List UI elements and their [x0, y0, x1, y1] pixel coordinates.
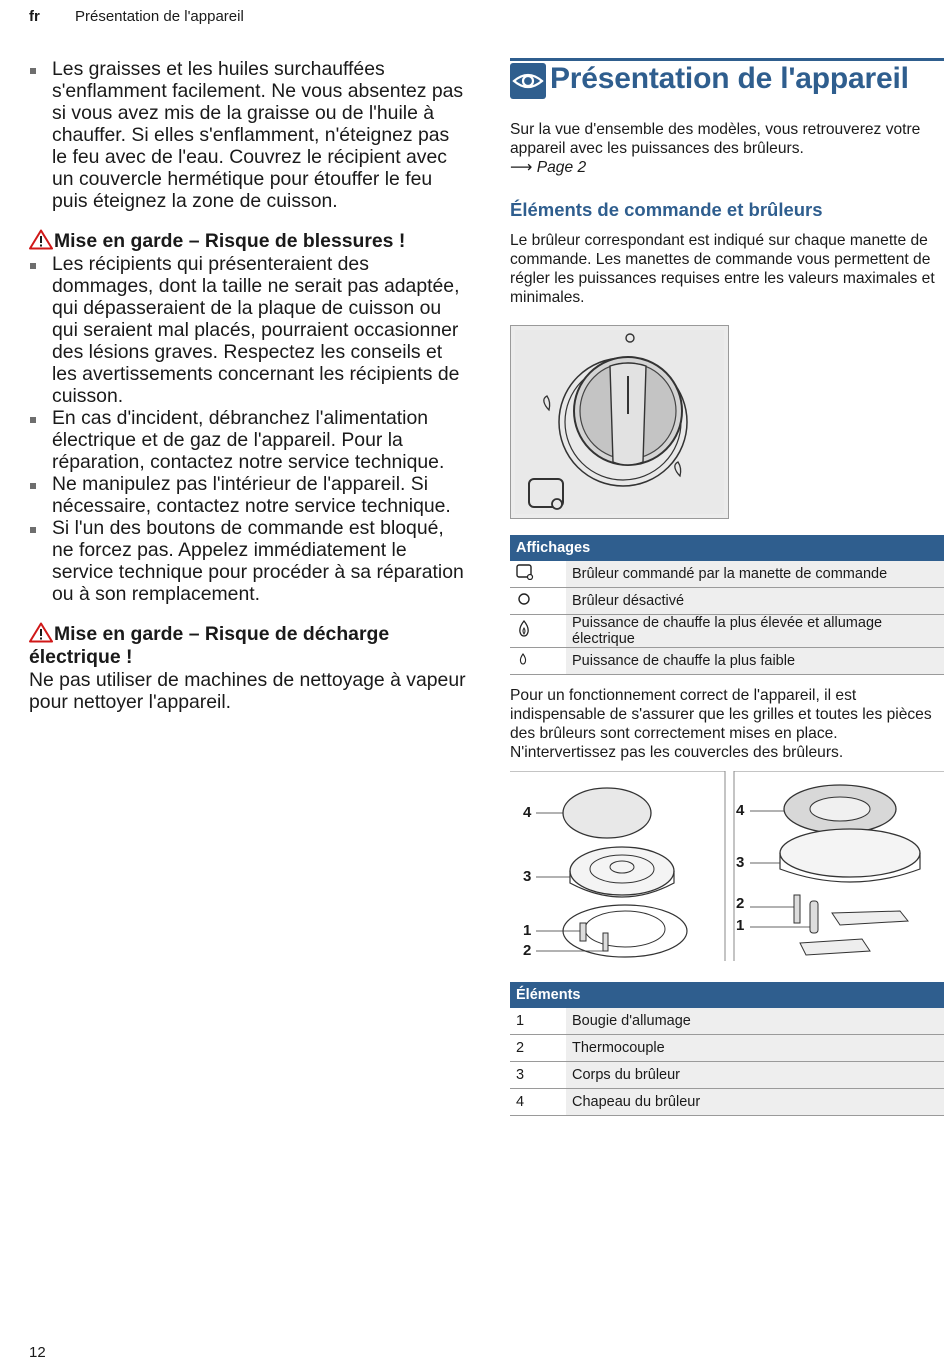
warning-heading-electric: [29, 622, 469, 669]
left-column: [29, 58, 469, 713]
table-row: [510, 588, 944, 615]
large-flame-icon: [510, 615, 566, 648]
running-header-title: Présentation de l'appareil: [75, 8, 244, 25]
warning-text: Ne pas utiliser de machines de nettoyage à vapeur pour nettoyer l'appareil.: [29, 669, 466, 713]
part-label: 3: [523, 868, 532, 885]
table-cell: Puissance de chauffe la plus faible: [566, 648, 944, 675]
table-cell: 1: [510, 1008, 566, 1035]
language-code: fr: [29, 8, 40, 25]
page-reference-link[interactable]: Page 2: [536, 159, 587, 176]
list-item: [29, 473, 469, 517]
part-label: 4: [523, 804, 532, 821]
table-cell: Corps du brûleur: [566, 1062, 944, 1089]
right-column: [510, 58, 944, 307]
bullet-square-icon: [30, 483, 36, 489]
burner-placement-paragraph: Pour un fonctionnement correct de l'appareil, il est indispensable de s'assurer que les grilles et toutes les pièces des brûleurs sont correctement mises en place. N'intervertissez pas les couvercles des brûleurs.: [510, 687, 932, 761]
list-item: [29, 253, 469, 407]
elements-table: [510, 982, 944, 1116]
list-item: [29, 517, 469, 605]
display-symbols-table: [510, 535, 944, 675]
table-cell: Bougie d'allumage: [566, 1008, 944, 1035]
warning-heading-injury: [29, 229, 469, 253]
table-cell: Brûleur désactivé: [566, 588, 944, 615]
table-cell: Chapeau du brûleur: [566, 1089, 944, 1116]
small-flame-icon: [510, 648, 566, 675]
control-knob-illustration: [510, 325, 729, 519]
list-item: [29, 58, 469, 212]
part-label: 2: [736, 895, 745, 912]
table-row: [510, 561, 944, 588]
warning-title: Mise en garde – Risque de blessures !: [54, 230, 406, 252]
eye-icon: [510, 63, 546, 99]
table-row: [510, 1008, 944, 1035]
table-cell: 2: [510, 1035, 566, 1062]
list-item-text: Si l'un des boutons de commande est bloqué, ne forcez pas. Appelez immédiatement le service technique pour procéder à sa réparation ou à son remplacement.: [52, 517, 464, 605]
table-cell: Thermocouple: [566, 1035, 944, 1062]
list-item-text: Les récipients qui présenteraient des dommages, dont la taille ne serait pas adaptée, qui dépasseraient de la plaque de cuisson ou qui seraient mal placés, pourraient occasionner des lésions graves. Respectez les conseils et les avertissements concernant les récipients de cuisson.: [52, 253, 460, 407]
table-row: [510, 1035, 944, 1062]
heading-rule: [510, 58, 944, 61]
arrow-right-icon: ⟶: [510, 159, 533, 176]
bullet-square-icon: [30, 263, 36, 269]
part-label: 1: [736, 917, 745, 934]
table-cell: 3: [510, 1062, 566, 1089]
off-circle-icon: [510, 588, 566, 615]
warning-triangle-icon: [29, 622, 53, 643]
table-row: [510, 615, 944, 648]
section-heading: [510, 58, 944, 106]
table-cell: Puissance de chauffe la plus élevée et allumage électrique: [566, 615, 944, 648]
bullet-square-icon: [30, 527, 36, 533]
list-item-text: En cas d'incident, débranchez l'alimentation électrique et de gaz de l'appareil. Pour la réparation, contactez notre service technique.: [52, 407, 445, 473]
page-number: 12: [29, 1344, 46, 1361]
table-row: [510, 1089, 944, 1116]
list-item-text: Les graisses et les huiles surchauffées s'enflamment facilement. Ne vous absentez pas si vous avez mis de la graisse ou de l'huile à chauffer. Si elles s'enflamment, n'éteignez pas le feu avec de l'eau. Couvrez le récipient avec un couvercle hermétique pour étouffer le feu puis éteignez la zone de cuisson.: [52, 58, 464, 212]
burner-selector-icon: [510, 561, 566, 588]
bullet-square-icon: [30, 417, 36, 423]
table-cell: 4: [510, 1089, 566, 1116]
subsection-title: Éléments de commande et brûleurs: [510, 199, 823, 220]
part-label: 3: [736, 854, 745, 871]
table-header: Affichages: [510, 535, 944, 561]
page-reference[interactable]: [510, 158, 944, 177]
bullet-square-icon: [30, 68, 36, 74]
table-row: [510, 1062, 944, 1089]
part-label: 1: [523, 922, 532, 939]
table-cell: Brûleur commandé par la manette de commande: [566, 561, 944, 588]
list-item: [29, 407, 469, 473]
part-label: 2: [523, 942, 532, 959]
intro-paragraph: Sur la vue d'ensemble des modèles, vous retrouverez votre appareil avec les puissances des brûleurs.: [510, 121, 921, 157]
warning-triangle-icon: [29, 229, 53, 250]
table-row: [510, 648, 944, 675]
warning-title: Mise en garde – Risque de décharge électrique !: [29, 623, 390, 668]
list-item-text: Ne manipulez pas l'intérieur de l'appareil. Si nécessaire, contactez notre service technique.: [52, 473, 451, 517]
table-header: Éléments: [510, 982, 944, 1008]
subsection-paragraph: Le brûleur correspondant est indiqué sur chaque manette de commande. Les manettes de commande vous permettent de régler les puissances requises entre les valeurs maximales et minimales.: [510, 232, 935, 306]
part-label: 4: [736, 802, 745, 819]
burner-parts-illustration: [510, 771, 944, 966]
section-title: Présentation de l'appareil: [550, 62, 909, 95]
